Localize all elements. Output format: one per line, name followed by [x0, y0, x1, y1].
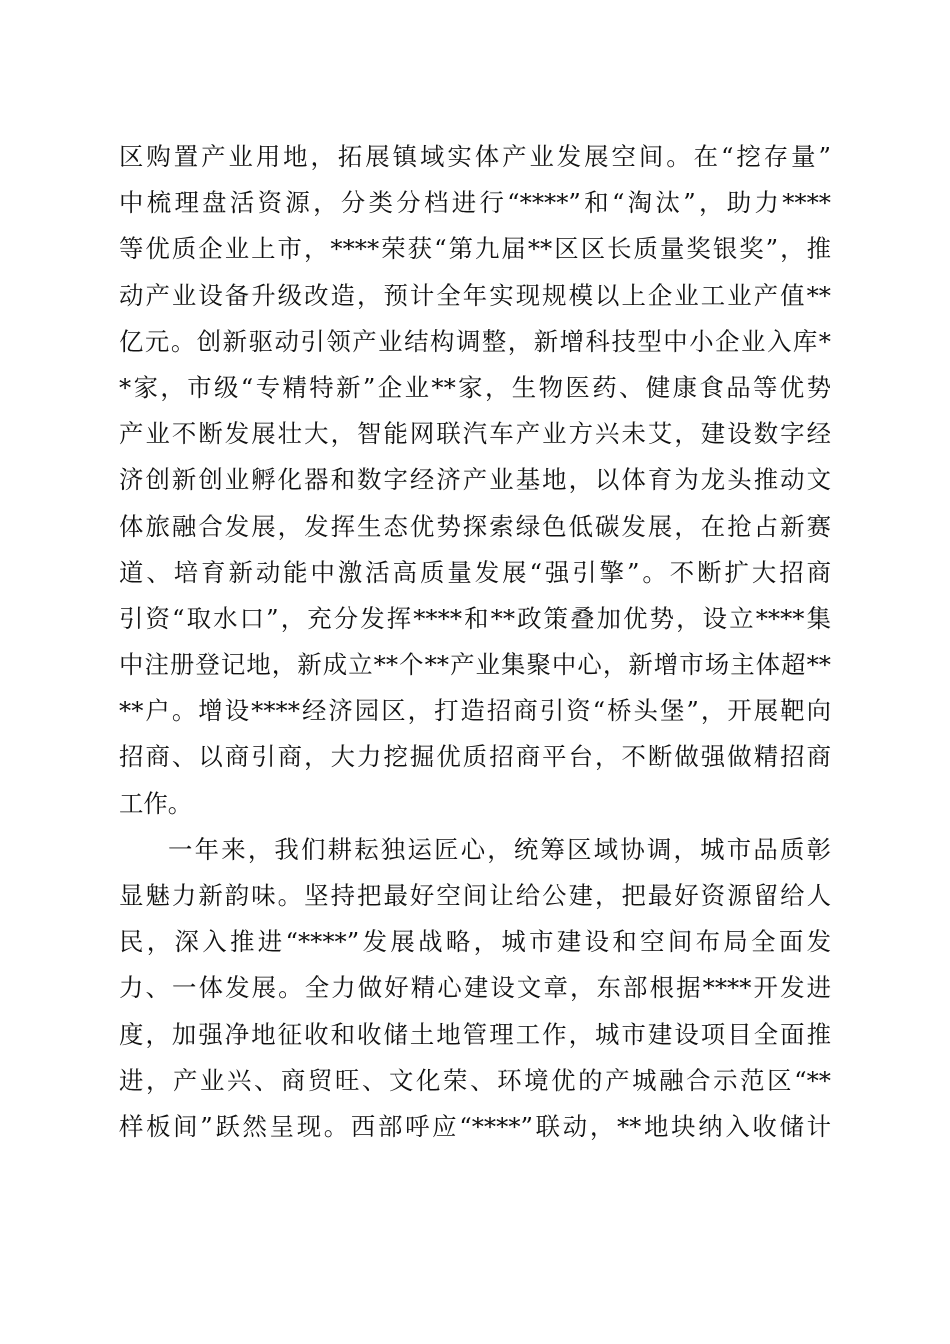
text-line: 中注册登记地，新成立**个**产业集聚中心，新增市场主体超**	[119, 650, 831, 680]
text-line: 显魅力新韵味。坚持把最好空间让给公建，把最好资源留给人	[119, 881, 831, 910]
text-line: 引资“取水口”，充分发挥****和**政策叠加优势，设立****集	[119, 603, 831, 633]
text-line: 进，产业兴、商贸旺、文化荣、环境优的产城融合示范区“**	[119, 1065, 831, 1095]
text-line: 动产业设备升级改造，预计全年实现规模以上企业工业产值**	[119, 280, 831, 310]
text-line: **户。增设****经济园区，打造招商引资“桥头堡”，开展靶向	[119, 696, 831, 726]
text-line: 道、培育新动能中激活高质量发展“强引擎”。不断扩大招商	[119, 557, 831, 587]
text-line: 招商、以商引商，大力挖掘优质招商平台，不断做强做精招商	[119, 742, 831, 772]
text-line: 中梳理盘活资源，分类分档进行“****”和“淘汰”，助力****	[119, 188, 831, 218]
text-line: 体旅融合发展，发挥生态优势探索绿色低碳发展，在抢占新赛	[119, 511, 831, 541]
text-line: 工作。	[119, 788, 193, 818]
text-line: 济创新创业孵化器和数字经济产业基地，以体育为龙头推动文	[119, 465, 831, 495]
text-line: 民，深入推进“****”发展战略，城市建设和空间布局全面发	[119, 927, 831, 957]
paragraph-first-line: 一年来，我们耕耘独运匠心，统筹区域协调，城市品质彰	[168, 834, 831, 864]
text-line: 等优质企业上市，****荣获“第九届**区区长质量奖银奖”，推	[119, 234, 831, 264]
text-line: 度，加强净地征收和收储土地管理工作，城市建设项目全面推	[119, 1019, 831, 1049]
body-text	[119, 134, 831, 1150]
text-line: 亿元。创新驱动引领产业结构调整，新增科技型中小企业入库*	[119, 326, 831, 356]
text-line: *家，市级“专精特新”企业**家，生物医药、健康食品等优势	[119, 372, 831, 402]
text-line: 产业不断发展壮大，智能网联汽车产业方兴未艾，建设数字经	[119, 419, 831, 449]
text-line: 区购置产业用地，拓展镇域实体产业发展空间。在“挖存量”	[119, 142, 831, 171]
text-line: 力、一体发展。全力做好精心建设文章，东部根据****开发进	[119, 973, 831, 1003]
text-line: 样板间”跃然呈现。西部呼应“****”联动，**地块纳入收储计	[119, 1111, 831, 1141]
